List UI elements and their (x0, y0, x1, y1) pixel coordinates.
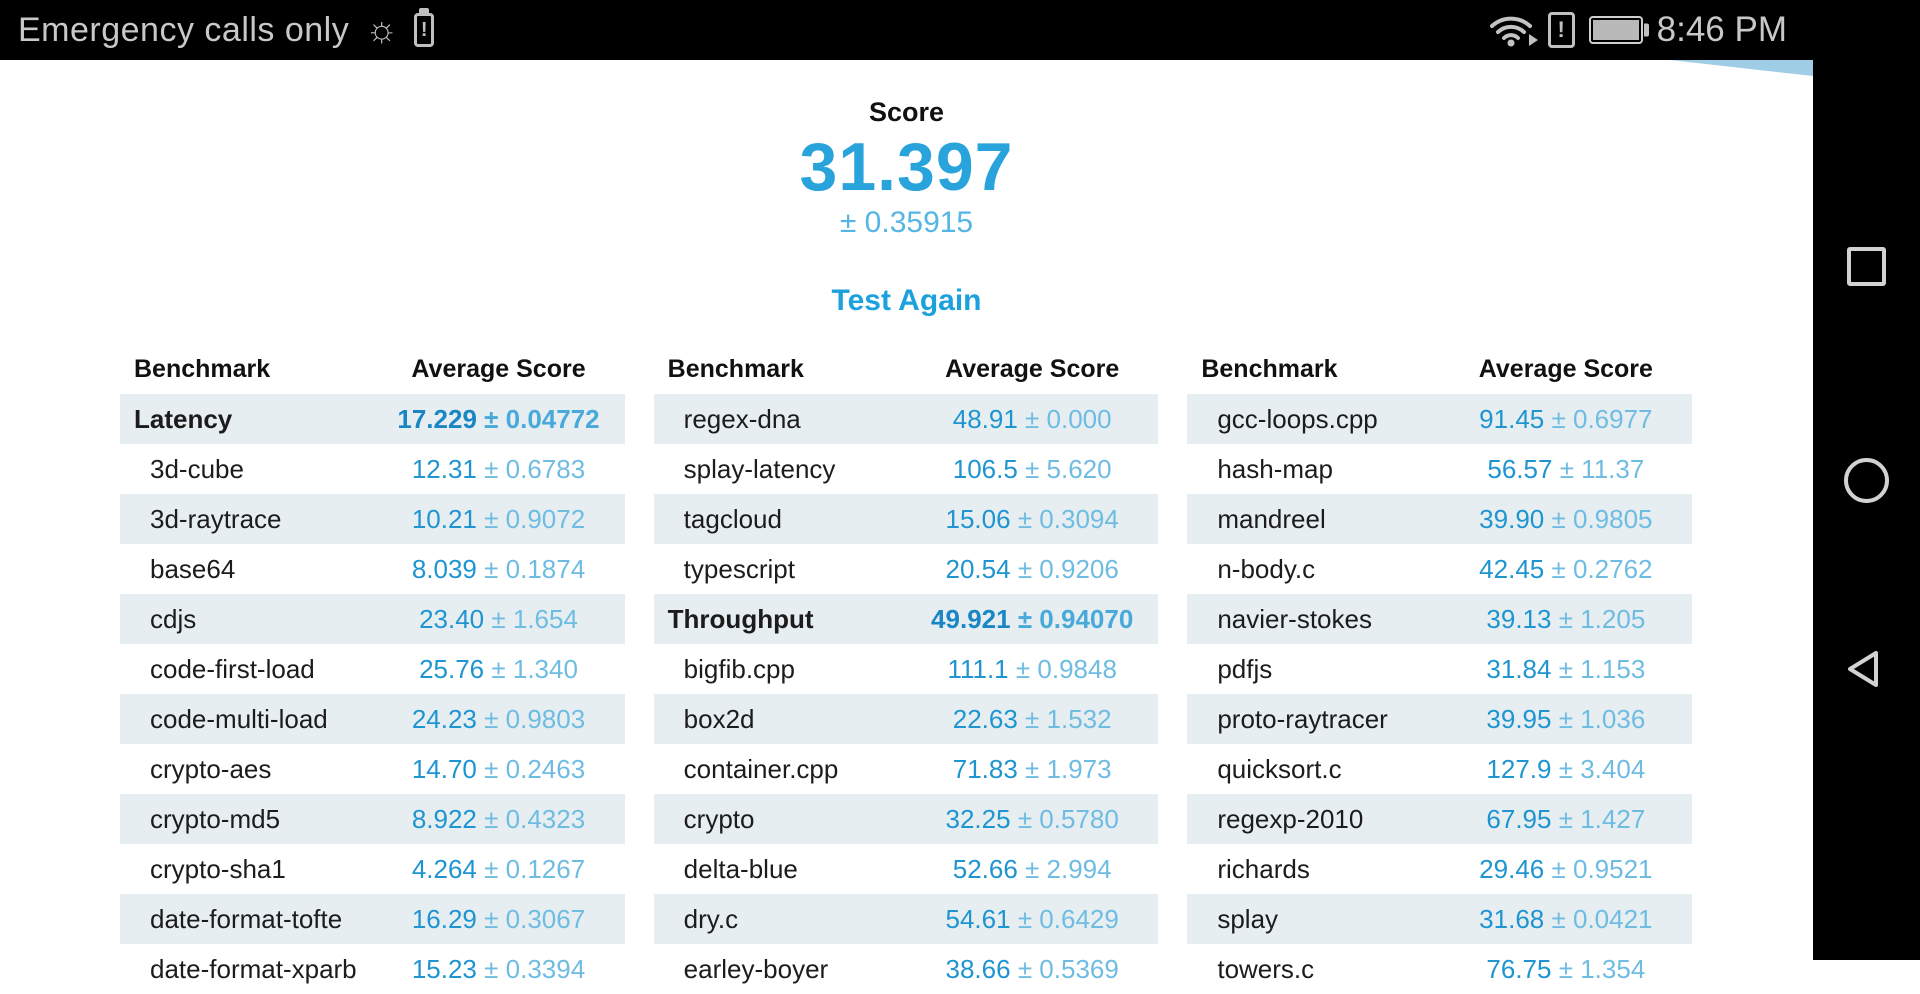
score-error: ± 0.4323 (484, 803, 586, 834)
benchmark-row (1187, 644, 1692, 694)
benchmark-score (372, 704, 624, 735)
benchmark-name: code-multi-load (150, 703, 328, 734)
score-error: ± 0.2463 (484, 753, 586, 784)
score-value: 24.23 (411, 703, 477, 734)
score-value: 31.397 (799, 129, 1014, 205)
benchmark-name: Throughput (667, 603, 814, 634)
navigation-rail (1813, 0, 1920, 960)
score-error: ± 0.3067 (484, 903, 586, 934)
score-value: 127.9 (1486, 753, 1552, 784)
benchmark-name: richards (1217, 853, 1310, 884)
benchmark-section-row (120, 394, 625, 444)
benchmark-name: date-format-xparb (150, 953, 357, 984)
benchmark-name: typescript (683, 553, 795, 584)
benchmark-table-3 (1187, 344, 1692, 994)
benchmark-name: code-first-load (150, 653, 315, 684)
score-value: 71.83 (952, 753, 1018, 784)
score-value: 29.46 (1479, 853, 1545, 884)
table-rows (1187, 394, 1692, 994)
sim-alert-icon: ! (1548, 12, 1575, 48)
benchmark-name: crypto (683, 803, 755, 834)
benchmark-name: towers.c (1217, 953, 1315, 984)
score-value: 111.1 (947, 653, 1009, 684)
score-error: ± 0.9206 (1017, 553, 1119, 584)
benchmark-score (372, 954, 624, 985)
benchmark-name: gcc-loops.cpp (1217, 403, 1378, 434)
benchmark-name: tagcloud (683, 503, 782, 534)
score-error: ± 1.654 (491, 603, 578, 634)
clock: 8:46 PM (1656, 10, 1787, 49)
wifi-icon (1488, 12, 1534, 48)
results-page (0, 60, 1813, 994)
benchmark-row (120, 794, 625, 844)
benchmark-name: cdjs (150, 603, 197, 634)
table-header (120, 344, 625, 394)
benchmark-name: splay-latency (683, 453, 836, 484)
benchmark-score (372, 854, 624, 885)
benchmark-name: hash-map (1217, 453, 1333, 484)
score-value: 67.95 (1486, 803, 1552, 834)
benchmark-name: n-body.c (1217, 553, 1316, 584)
battery-icon (1589, 16, 1643, 44)
data-arrow-icon (1529, 34, 1538, 46)
benchmark-name: regex-dna (683, 403, 801, 434)
score-value: 54.61 (945, 903, 1011, 934)
benchmark-name: quicksort.c (1217, 753, 1342, 784)
table-header (1187, 344, 1692, 394)
benchmark-score (372, 754, 624, 785)
benchmark-score (1440, 604, 1692, 635)
benchmark-name: splay (1217, 903, 1279, 934)
score-error: ± 1.205 (1558, 603, 1646, 634)
score-value: 4.264 (411, 853, 477, 884)
score-error: ± 0.0421 (1551, 903, 1653, 934)
benchmark-name: regexp-2010 (1217, 803, 1364, 834)
benchmark-table-1 (120, 344, 625, 994)
score-value: 22.63 (952, 703, 1018, 734)
benchmark-score (1440, 754, 1692, 785)
benchmark-row (1187, 694, 1692, 744)
benchmark-row (654, 944, 1159, 994)
benchmark-score (372, 454, 624, 485)
benchmark-row (120, 694, 625, 744)
benchmark-name: crypto-aes (150, 753, 272, 784)
benchmark-score (906, 454, 1158, 485)
score-value: 49.921 (931, 603, 1011, 634)
benchmark-score (1440, 404, 1692, 435)
benchmark-name: 3d-cube (150, 453, 244, 484)
table-rows (654, 394, 1159, 994)
carrier-text: Emergency calls only (18, 10, 350, 49)
score-value: 8.039 (411, 553, 477, 584)
benchmark-name: date-format-tofte (150, 903, 343, 934)
benchmark-score (906, 804, 1158, 835)
status-bar (0, 0, 1920, 60)
score-value: 20.54 (945, 553, 1011, 584)
score-error: ± 11.37 (1559, 453, 1645, 484)
benchmark-row (120, 444, 625, 494)
score-value: 52.66 (952, 853, 1018, 884)
benchmark-score (906, 654, 1158, 685)
benchmark-row (120, 544, 625, 594)
back-button-icon[interactable] (1844, 648, 1888, 695)
benchmark-score (1440, 854, 1692, 885)
benchmark-score (1440, 704, 1692, 735)
score-error: ± 0.1874 (484, 553, 586, 584)
score-value: 56.57 (1487, 453, 1553, 484)
benchmark-score (372, 554, 624, 585)
benchmark-name: crypto-sha1 (150, 853, 286, 884)
benchmark-score (1440, 554, 1692, 585)
score-value: 12.31 (411, 453, 477, 484)
benchmark-row (654, 444, 1159, 494)
score-label: Score (868, 97, 945, 127)
score-error: ± 1.973 (1025, 753, 1112, 784)
average-score-column-header: Average Score (1478, 354, 1653, 383)
benchmark-section-row (654, 594, 1159, 644)
score-value: 39.95 (1486, 703, 1552, 734)
score-panel (0, 96, 1813, 318)
score-error: ± 0.5369 (1017, 953, 1119, 984)
benchmark-row (1187, 444, 1692, 494)
benchmark-column-header: Benchmark (134, 354, 271, 383)
test-again-link[interactable]: Test Again (831, 284, 982, 317)
benchmark-row (120, 644, 625, 694)
score-value: 39.90 (1479, 503, 1545, 534)
score-error: ± 3.404 (1558, 753, 1646, 784)
benchmark-row (654, 744, 1159, 794)
benchmark-score (906, 504, 1158, 535)
score-value: 23.40 (419, 603, 485, 634)
score-value: 31.84 (1486, 653, 1552, 684)
status-bar-left (18, 8, 434, 50)
benchmark-row (120, 944, 625, 994)
table-rows (120, 394, 625, 994)
benchmark-tables (0, 344, 1813, 994)
average-score-column-header: Average Score (945, 354, 1120, 383)
benchmark-score (906, 904, 1158, 935)
benchmark-name: delta-blue (683, 853, 798, 884)
score-value: 106.5 (952, 453, 1018, 484)
score-error: ± 0.9803 (484, 703, 586, 734)
benchmark-score (906, 554, 1158, 585)
score-error: ± 0.9848 (1015, 653, 1117, 684)
score-error: ± 1.036 (1558, 703, 1646, 734)
benchmark-score (372, 604, 624, 635)
score-error: ± 0.6783 (484, 453, 586, 484)
benchmark-row (1187, 944, 1692, 994)
home-button-icon[interactable] (1844, 458, 1889, 503)
benchmark-score (372, 504, 624, 535)
score-value: 91.45 (1479, 403, 1545, 434)
score-value: 8.922 (411, 803, 477, 834)
benchmark-score (372, 904, 624, 935)
score-value: 48.91 (952, 403, 1018, 434)
score-error: ± 0.04772 (484, 403, 600, 434)
benchmark-row (654, 794, 1159, 844)
score-error: ± 0.9521 (1551, 853, 1653, 884)
score-value: 15.23 (411, 953, 477, 984)
score-error: ± 5.620 (1025, 453, 1112, 484)
benchmark-score (372, 804, 624, 835)
benchmark-row (1187, 844, 1692, 894)
benchmark-name: dry.c (683, 903, 739, 934)
average-score-column-header: Average Score (411, 354, 586, 383)
benchmark-score (906, 754, 1158, 785)
score-error: ± 0.6977 (1551, 403, 1653, 434)
benchmark-table-2 (654, 344, 1159, 994)
score-error: ± 1.354 (1558, 953, 1646, 984)
score-error: ± 1.340 (491, 653, 578, 684)
score-value: 42.45 (1479, 553, 1545, 584)
benchmark-name: base64 (150, 553, 236, 584)
score-error: ± 2.994 (1025, 853, 1112, 884)
benchmark-score (906, 404, 1158, 435)
benchmark-row (120, 744, 625, 794)
benchmark-name: Latency (134, 403, 233, 434)
score-error: ± 0.9805 (1551, 503, 1653, 534)
benchmark-name: box2d (683, 703, 755, 734)
score-error: ± 0.3394 (484, 953, 586, 984)
score-value: 14.70 (411, 753, 477, 784)
benchmark-row (1187, 494, 1692, 544)
benchmark-score (372, 654, 624, 685)
benchmark-name: pdfjs (1217, 653, 1273, 684)
score-value: 76.75 (1486, 953, 1552, 984)
benchmark-row (1187, 794, 1692, 844)
benchmark-row (1187, 394, 1692, 444)
score-value: 38.66 (945, 953, 1011, 984)
benchmark-score (1440, 904, 1692, 935)
benchmark-row (1187, 544, 1692, 594)
benchmark-name: 3d-raytrace (150, 503, 282, 534)
score-value: 39.13 (1486, 603, 1552, 634)
benchmark-column-header: Benchmark (1201, 354, 1338, 383)
benchmark-row (1187, 594, 1692, 644)
score-error: ± 0.000 (1025, 403, 1112, 434)
status-bar-right (1488, 10, 1920, 50)
benchmark-row (120, 494, 625, 544)
score-error: ± 1.427 (1558, 803, 1646, 834)
benchmark-score (1440, 954, 1692, 985)
benchmark-row (654, 644, 1159, 694)
benchmark-name: bigfib.cpp (683, 653, 795, 684)
benchmark-name: mandreel (1217, 503, 1326, 534)
benchmark-row (654, 694, 1159, 744)
benchmark-score (906, 704, 1158, 735)
score-error: ± 0.6429 (1017, 903, 1119, 934)
benchmark-score (372, 404, 624, 435)
benchmark-row (120, 894, 625, 944)
benchmark-score (906, 854, 1158, 885)
benchmark-row (654, 844, 1159, 894)
benchmark-column-header: Benchmark (667, 354, 804, 383)
benchmark-row (654, 544, 1159, 594)
score-error: ± 0.9072 (484, 503, 586, 534)
score-value: 10.21 (411, 503, 477, 534)
benchmark-score (1440, 654, 1692, 685)
benchmark-name: navier-stokes (1217, 603, 1372, 634)
benchmark-score (1440, 504, 1692, 535)
battery-alert-icon: ! (414, 13, 434, 47)
score-value: 17.229 (397, 403, 477, 434)
score-error: ± 0.94070 (1017, 603, 1134, 634)
score-error: ± 1.153 (1558, 653, 1646, 684)
score-error: ± 0.5780 (1017, 803, 1119, 834)
benchmark-score (906, 954, 1158, 985)
benchmark-row (654, 494, 1159, 544)
score-error: ± 0.2762 (1551, 553, 1653, 584)
benchmark-name: proto-raytracer (1217, 703, 1388, 734)
benchmark-row (654, 894, 1159, 944)
benchmark-score (1440, 454, 1692, 485)
score-value: 15.06 (945, 503, 1011, 534)
benchmark-score (1440, 804, 1692, 835)
table-header (654, 344, 1159, 394)
score-error: ± 1.532 (1025, 703, 1112, 734)
brightness-icon: ☼ (365, 8, 399, 49)
recents-button-icon[interactable] (1847, 247, 1886, 286)
benchmark-row (654, 394, 1159, 444)
benchmark-row (1187, 894, 1692, 944)
score-error: ± 0.35915 (839, 206, 974, 239)
benchmark-name: crypto-md5 (150, 803, 281, 834)
benchmark-row (120, 844, 625, 894)
benchmark-score (906, 604, 1158, 635)
benchmark-row (120, 594, 625, 644)
score-value: 25.76 (419, 653, 485, 684)
score-value: 16.29 (411, 903, 477, 934)
score-error: ± 0.1267 (484, 853, 586, 884)
benchmark-name: earley-boyer (683, 953, 829, 984)
score-error: ± 0.3094 (1017, 503, 1119, 534)
benchmark-name: container.cpp (683, 753, 839, 784)
score-value: 31.68 (1479, 903, 1545, 934)
score-value: 32.25 (945, 803, 1011, 834)
benchmark-row (1187, 744, 1692, 794)
